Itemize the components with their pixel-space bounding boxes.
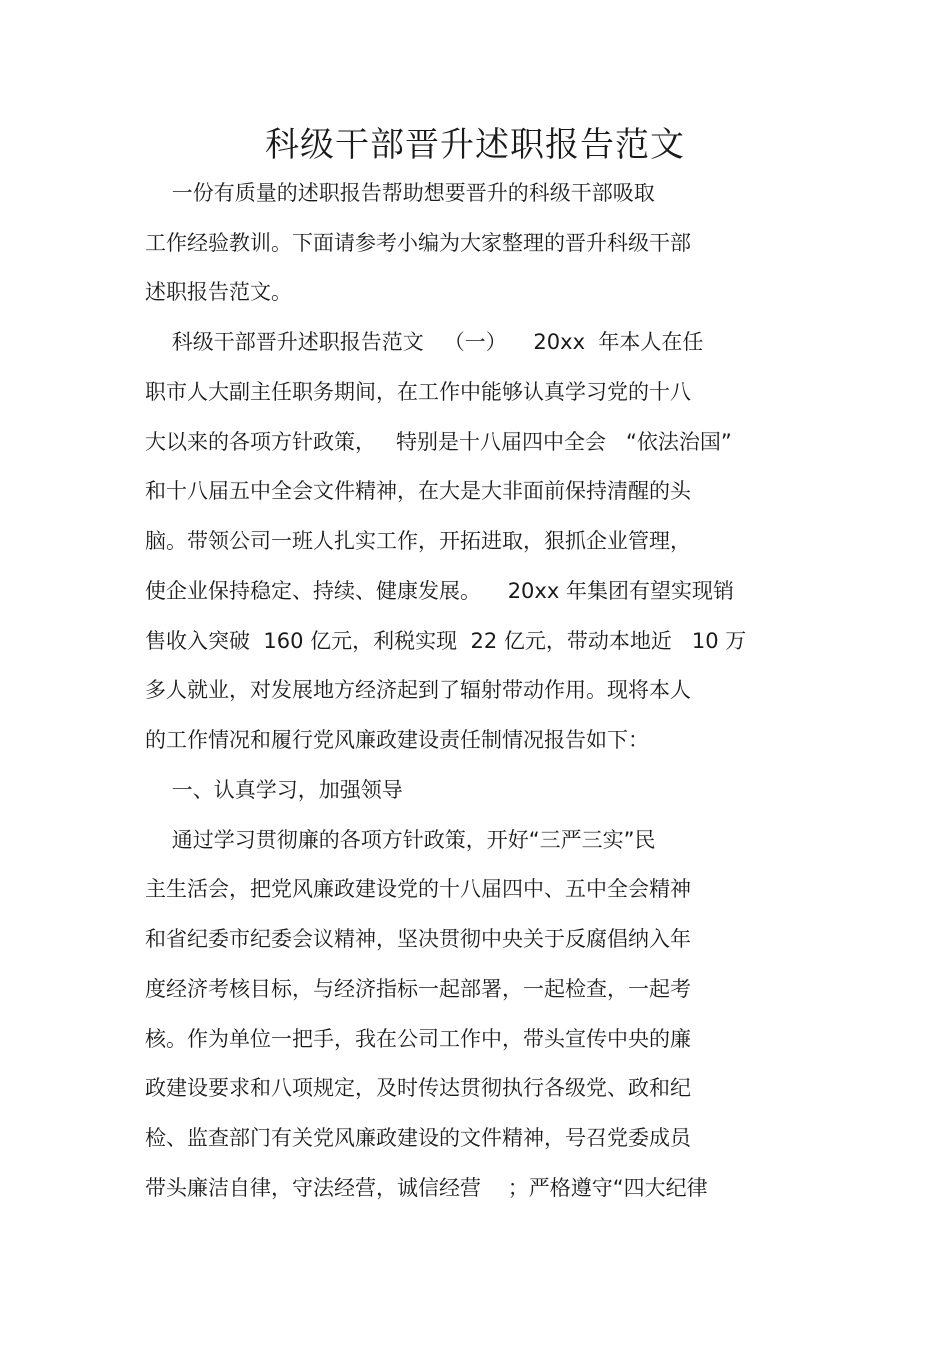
body-line: 度经济考核目标，与经济指标一起部署，一起检查，一起考: [145, 977, 691, 1001]
body-line: 和十八届五中全会文件精神，在大是大非面前保持清醒的头: [145, 479, 691, 503]
body-line: 检、监查部门有关党风廉政建设的文件精神，号召党委成员: [145, 1126, 691, 1150]
body-line: 工作经验教训。下面请参考小编为大家整理的晋升科级干部: [145, 231, 691, 255]
section-heading: 一、认真学习，加强领导: [145, 778, 403, 802]
body-line: 脑。带领公司一班人扎实工作，开拓进取，狠抓企业管理，: [145, 529, 691, 553]
document-title: 科级干部晋升述职报告范文: [265, 125, 685, 165]
body-line: 的工作情况和履行党风廉政建设责任制情况报告如下：: [145, 728, 649, 752]
body-line: 职市人大副主任职务期间，在工作中能够认真学习党的十八: [145, 380, 691, 404]
body-line: 使企业保持稳定、持续、健康发展。 20xx 年集团有望实现销: [145, 579, 734, 603]
body-line: 一份有质量的述职报告帮助想要晋升的科级干部吸取: [145, 181, 655, 205]
body-line: 通过学习贯彻廉的各项方针政策，开好“三严三实”民: [145, 828, 656, 852]
body-line: 和省纪委市纪委会议精神，坚决贯彻中央关于反腐倡纳入年: [145, 927, 691, 951]
body-line: 政建设要求和八项规定，及时传达贯彻执行各级党、政和纪: [145, 1076, 691, 1100]
body-line: 述职报告范文。: [145, 280, 292, 304]
body-line: 售收入突破 160 亿元，利税实现 22 亿元，带动本地近 10 万: [145, 629, 747, 653]
body-line: 核。作为单位一把手，我在公司工作中，带头宣传中央的廉: [145, 1027, 691, 1051]
body-line: 带头廉洁自律，守法经营，诚信经营 ；严格遵守“四大纪律: [145, 1176, 708, 1200]
body-line: 多人就业，对发展地方经济起到了辐射带动作用。现将本人: [145, 678, 691, 702]
body-line: 主生活会，把党风廉政建设党的十八届四中、五中全会精神: [145, 877, 691, 901]
body-line: 大以来的各项方针政策， 特别是十八届四中全会 “依法治国”: [145, 430, 732, 454]
body-line: 科级干部晋升述职报告范文 （一） 20xx 年本人在任: [145, 330, 704, 354]
